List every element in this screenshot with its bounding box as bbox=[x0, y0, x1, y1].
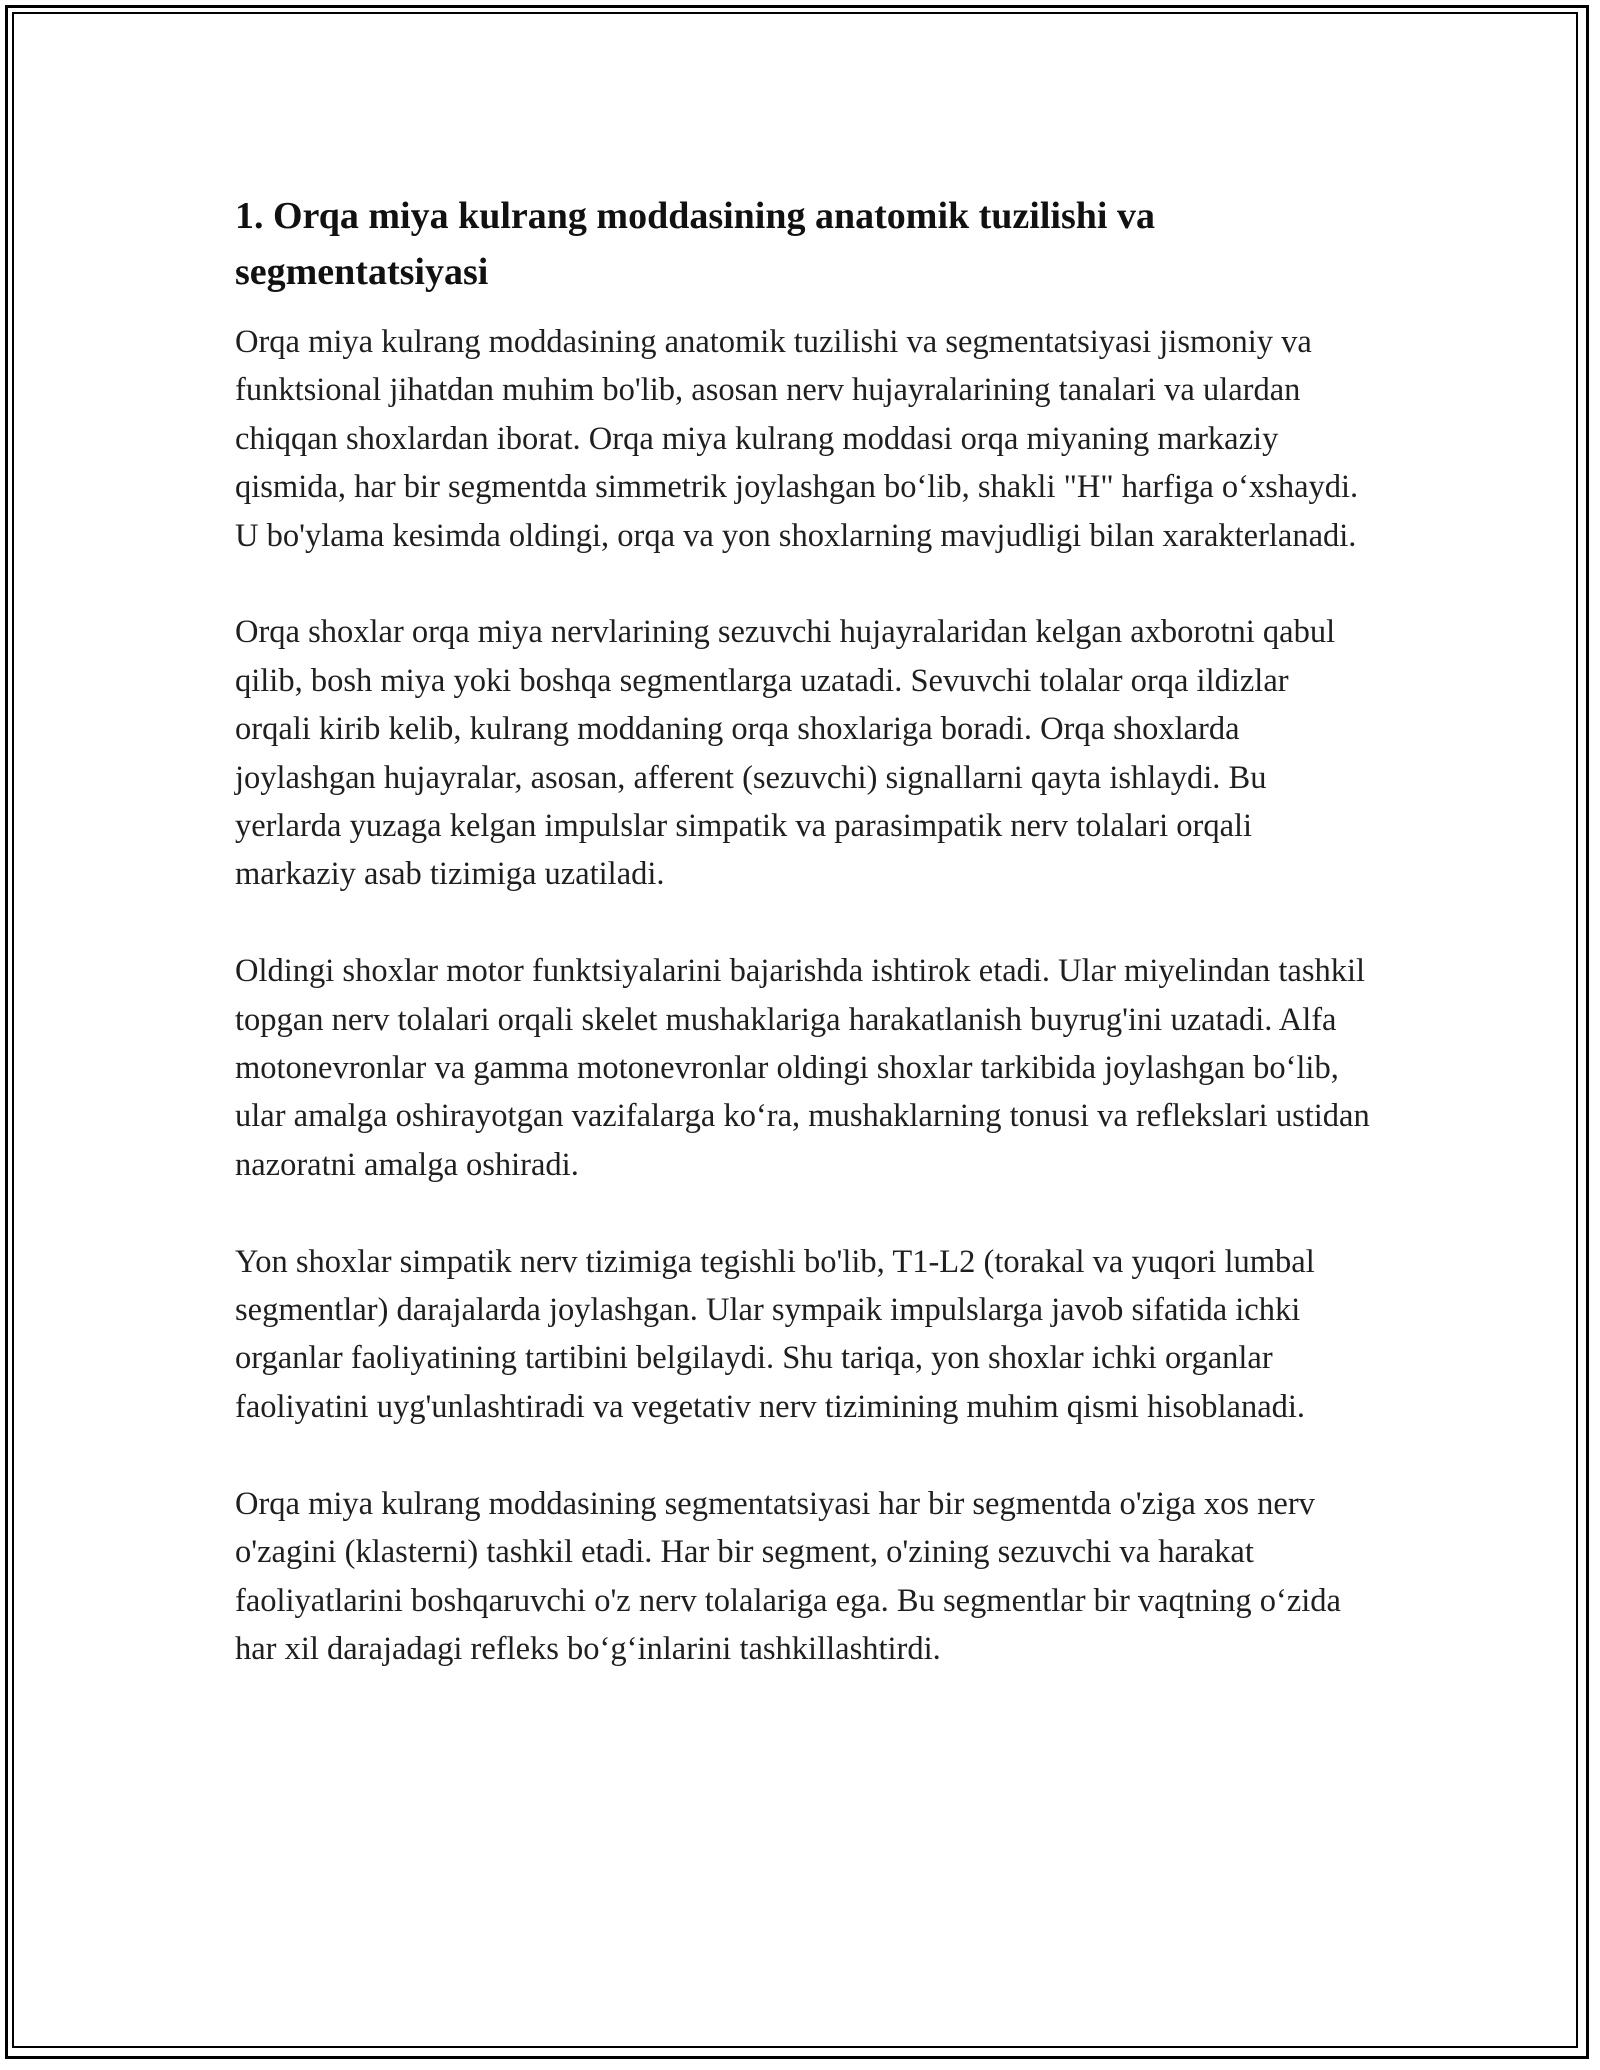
paragraph-segmentation: Orqa miya kulrang moddasining segmentatsiyasi har bir segmentda o'ziga xos nerv o'zagini (klasterni) tashkil etadi. Har bir segment, o'zining sezuvchi va harakat faoliyatlarini boshqaruvchi o'z nerv tolalariga ega. Bu segmentlar bir vaqtning o‘zida har xil darajadagi refleks bo‘g‘inlarini tashkillashtirdi. bbox=[235, 1485, 1341, 1667]
section-title: 1. Orqa miya kulrang moddasining anatomik tuzilishi va segmentatsiyasi bbox=[235, 195, 1155, 293]
paragraph-lateral-horns: Yon shoxlar simpatik nerv tizimiga tegishli bo'lib, T1-L2 (torakal va yuqori lumbal segmentlar) darajalarda joylashgan. Ular sympaik impulslarga javob sifatida ichki organlar faoliyatining tartibini belgilaydi. Shu tariqa, yon shoxlar ichki organlar faoliyatini uyg'unlashtiradi va vegetativ nerv tizimining muhim qismi hisoblanadi. bbox=[235, 1243, 1315, 1425]
paragraph-anterior-horns: Oldingi shoxlar motor funktsiyalarini bajarishda ishtirok etadi. Ular miyelindan tashkil topgan nerv tolalari orqali skelet mushaklariga harakatlanish buyrug'ini uzatadi. Alfa motonevronlar va gamma motonevronlar oldingi shoxlar tarkibida joylashgan bo‘lib, ular amalga oshirayotgan vazifalarga ko‘ra, mushaklarning tonusi va reflekslari ustidan nazoratni amalga oshiradi. bbox=[235, 953, 1370, 1183]
paragraph-posterior-horns: Orqa shoxlar orqa miya nervlarining sezuvchi hujayralaridan kelgan axborotni qabul qilib, bosh miya yoki boshqa segmentlarga uzatadi. Sevuvchi tolalar orqa ildizlar orqali kirib kelib, kulrang moddaning orqa shoxlariga boradi. Orqa shoxlarda joylashgan hujayralar, asosan, afferent (sezuvchi) signallarni qayta ishlaydi. Bu yerlarda yuzaga kelgan impulslar simpatik va parasimpatik nerv tolalari orqali markaziy asab tizimiga uzatiladi. bbox=[235, 614, 1336, 893]
document-body bbox=[235, 188, 1370, 1673]
paragraph-gray-matter-overview: Orqa miya kulrang moddasining anatomik tuzilishi va segmentatsiyasi jismoniy va funktsional jihatdan muhim bo'lib, asosan nerv hujayralarining tanalari va ulardan chiqqan shoxlardan iborat. Orqa miya kulrang moddasi orqa miyaning markaziy qismida, har bir segmentda simmetrik joylashgan bo‘lib, shakli "H" harfiga o‘xshaydi. U bo'ylama kesimda oldingi, orqa va yon shoxlarning mavjudligi bilan xarakterlanadi. bbox=[235, 324, 1359, 554]
